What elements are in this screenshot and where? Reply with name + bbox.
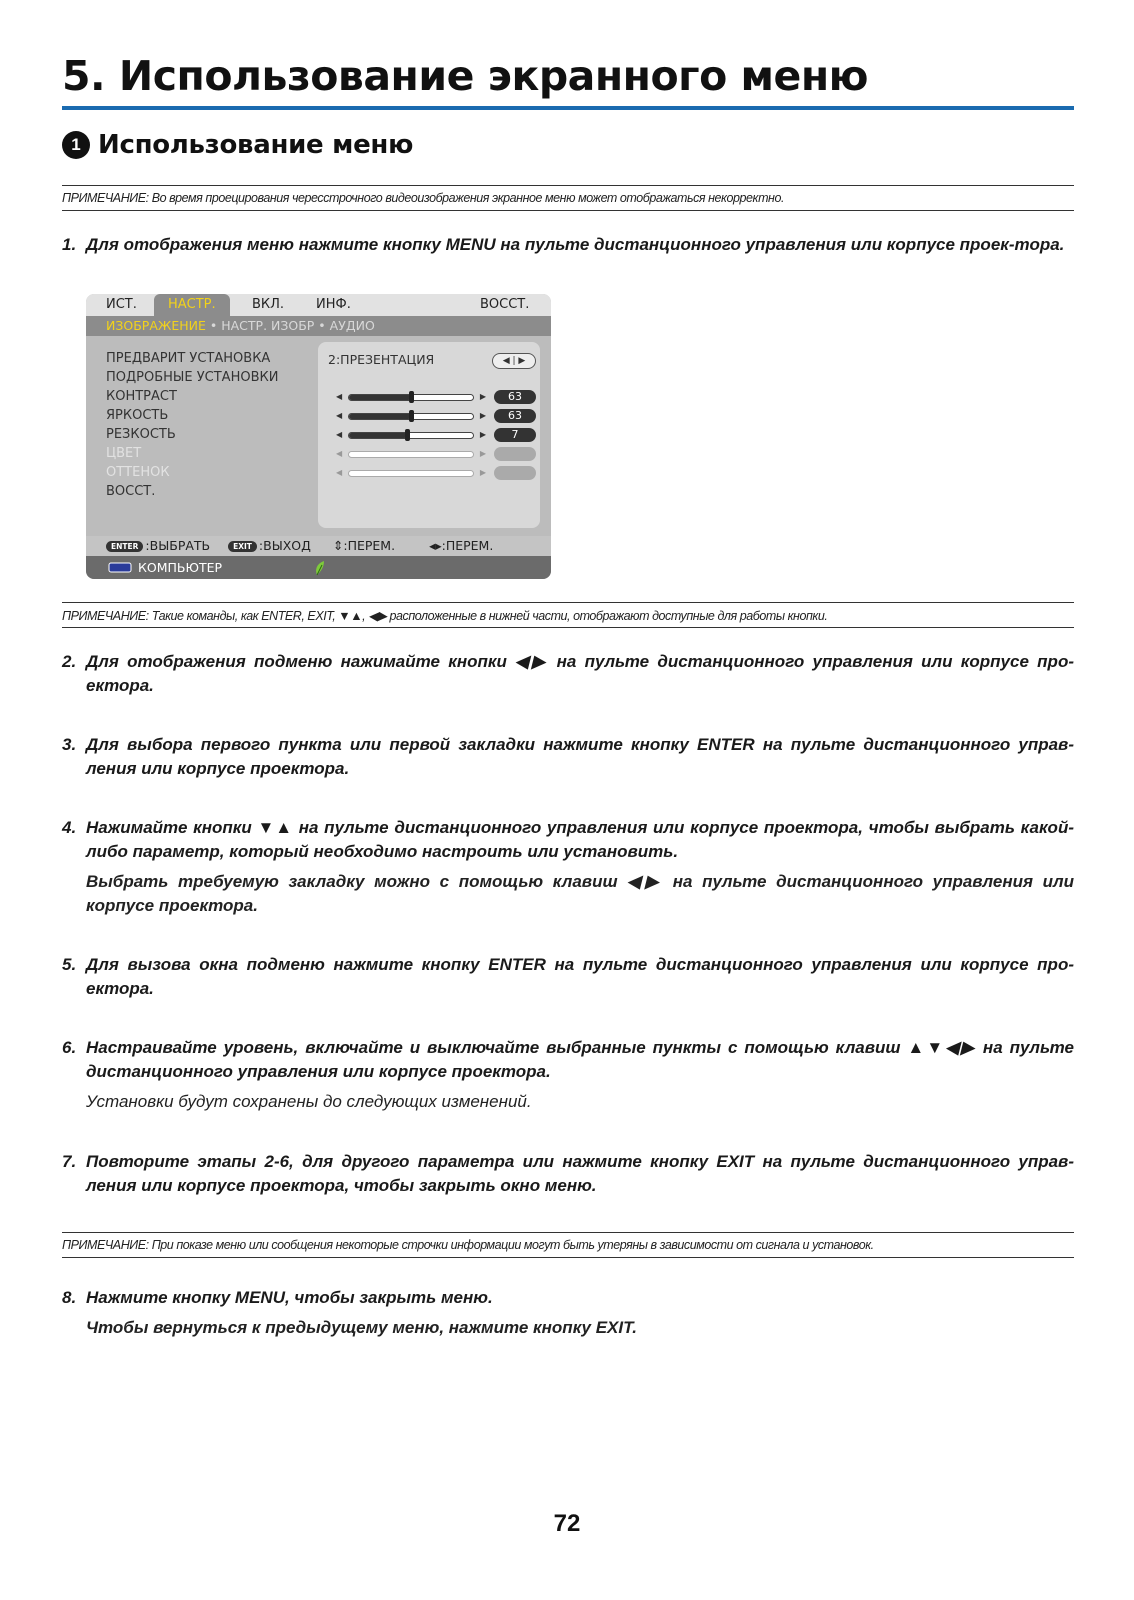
step-2 <box>62 650 1074 698</box>
slider-left-arrow-icon: ◀ <box>336 468 343 477</box>
slider-track <box>348 470 474 477</box>
step-number: 5. <box>62 955 77 974</box>
step-text: Для отображения меню нажмите кнопку MENU на пульте дистанционного управления или корпусе проек-тора. <box>86 235 1065 254</box>
note-1: ПРИМЕЧАНИЕ: Во время проецирования чересстрочного видеоизображения экранное меню может отображаться некорректно. <box>62 185 1074 211</box>
slider-color <box>336 447 486 461</box>
tab-source[interactable]: ИСТ. <box>106 297 137 312</box>
source-name: КОМПЬЮТЕР <box>138 560 223 575</box>
slider-fill <box>349 433 407 438</box>
osd-item-brightness[interactable]: ЯРКОСТЬ <box>106 408 169 423</box>
section-number: 1 <box>62 131 90 159</box>
section-title: Использование меню <box>98 130 414 160</box>
slider-track <box>348 413 474 420</box>
note-2: ПРИМЕЧАНИЕ: Такие команды, как ENTER, EXIT, ▼▲, ◀▶ расположенные в нижней части, отображают доступные для работы кнопки. <box>62 602 1074 628</box>
step-3 <box>62 733 1074 781</box>
osd-item-advanced[interactable]: ПОДРОБНЫЕ УСТАНОВКИ <box>106 370 279 385</box>
slider-brightness[interactable] <box>336 409 486 423</box>
osd-item-reset[interactable]: ВОССТ. <box>106 484 156 499</box>
tab-on[interactable]: ВКЛ. <box>252 297 285 312</box>
slider-value-sharpness: 7 <box>494 428 536 442</box>
enter-hint-text: :ВЫБРАТЬ <box>145 538 211 553</box>
osd-status-bar <box>86 556 551 579</box>
preset-value: 2:ПРЕЗЕНТАЦИЯ <box>328 352 435 367</box>
step-number: 8. <box>62 1288 77 1307</box>
slider-right-arrow-icon: ▶ <box>479 468 486 477</box>
updown-hint: ⇕:ПЕРЕМ. <box>332 538 396 553</box>
slider-knob[interactable] <box>409 391 414 403</box>
slider-fill <box>349 414 411 419</box>
slider-right-arrow-icon: ▶ <box>479 449 486 458</box>
step-5 <box>62 953 1074 1001</box>
exit-key-icon: EXIT <box>228 541 257 552</box>
osd-item-sharpness[interactable]: РЕЗКОСТЬ <box>106 427 176 442</box>
step-number: 2. <box>62 652 77 671</box>
osd-help-bar <box>86 536 551 556</box>
step-6 <box>62 1036 1074 1084</box>
osd-item-preset[interactable]: ПРЕДВАРИТ УСТАНОВКА <box>106 351 271 366</box>
slider-right-arrow-icon: ▶ <box>479 392 486 401</box>
step-number: 6. <box>62 1038 77 1057</box>
page-number: 72 <box>553 1510 581 1537</box>
slider-value-brightness: 63 <box>494 409 536 423</box>
step-text: Повторите этапы 2-6, для другого параметра или нажмите кнопку EXIT на пульте дистанционного управ-ления или корпусе проектора, чтобы закрыть окно меню. <box>86 1152 1074 1195</box>
slider-hue <box>336 466 486 480</box>
slider-sharpness[interactable] <box>336 428 486 442</box>
step-4-sub: Выбрать требуемую закладку можно с помощью клавиш ◀▶ на пульте дистанционного управления или корпусе проектора. <box>86 872 1074 915</box>
exit-hint <box>228 538 315 553</box>
step-6-sub: Установки будут сохранены до следующих изменений. <box>86 1092 532 1111</box>
step-1 <box>62 233 1074 257</box>
slider-knob[interactable] <box>409 410 414 422</box>
step-text: Настраивайте уровень, включайте и выключайте выбранные пункты с помощью клавиш ▲▼◀▶ на пульте дистанционного управления или корпусе проектора. <box>86 1038 1074 1081</box>
slider-left-arrow-icon: ◀ <box>336 392 343 401</box>
step-4 <box>62 816 1074 864</box>
slider-track <box>348 394 474 401</box>
step-number: 3. <box>62 735 77 754</box>
osd-item-hue: ОТТЕНОК <box>106 465 170 480</box>
slider-left-arrow-icon: ◀ <box>336 430 343 439</box>
osd-tab-bar <box>86 294 551 316</box>
enter-hint <box>106 538 214 553</box>
leftright-hint: ◂▸:ПЕРЕМ. <box>429 538 494 553</box>
slider-knob[interactable] <box>405 429 410 441</box>
exit-hint-text: :ВЫХОД <box>258 538 311 553</box>
enter-key-icon: ENTER <box>106 541 143 552</box>
left-right-icon: ◀ | ▶ <box>492 353 536 369</box>
step-text: Нажимайте кнопки ▼▲ на пульте дистанционного управления или корпусе проектора, чтобы выбрать какой-либо параметр, который необходимо настроить или установить. <box>86 818 1074 861</box>
subtab-picture[interactable]: ИЗОБРАЖЕНИЕ <box>106 318 206 333</box>
slider-value-hue <box>494 466 536 480</box>
tab-reset[interactable]: ВОССТ. <box>480 297 530 312</box>
step-text: Для отображения подменю нажимайте кнопки ◀▶ на пульте дистанционного управления или корпусе про-ектора. <box>86 652 1074 695</box>
step-8 <box>62 1286 1074 1310</box>
step-text: Нажмите кнопку MENU, чтобы закрыть меню. <box>86 1288 493 1307</box>
step-number: 4. <box>62 818 77 837</box>
slider-track <box>348 451 474 458</box>
slider-contrast[interactable] <box>336 390 486 404</box>
slider-track <box>348 432 474 439</box>
slider-value-color <box>494 447 536 461</box>
step-text: Для выбора первого пункта или первой закладки нажмите кнопку ENTER на пульте дистанционного управ-ления или корпусе проектора. <box>86 735 1074 778</box>
slider-left-arrow-icon: ◀ <box>336 411 343 420</box>
subtab-rest[interactable]: • НАСТР. ИЗОБР • АУДИО <box>209 318 375 333</box>
step-number: 1. <box>62 235 77 254</box>
note-3: ПРИМЕЧАНИЕ: При показе меню или сообщения некоторые строчки информации могут быть утеряны в зависимости от сигнала и установок. <box>62 1232 1074 1258</box>
slider-value-contrast: 63 <box>494 390 536 404</box>
step-number: 7. <box>62 1152 77 1171</box>
step-7 <box>62 1150 1074 1198</box>
leaf-icon <box>314 560 326 576</box>
slider-fill <box>349 395 411 400</box>
osd-menu <box>86 294 551 579</box>
slider-right-arrow-icon: ▶ <box>479 430 486 439</box>
slider-right-arrow-icon: ▶ <box>479 411 486 420</box>
osd-item-contrast[interactable]: КОНТРАСТ <box>106 389 177 404</box>
tab-info[interactable]: ИНФ. <box>316 297 351 312</box>
title-rule <box>62 106 1074 110</box>
osd-subtab-bar <box>86 316 551 336</box>
slider-left-arrow-icon: ◀ <box>336 449 343 458</box>
page-title: 5. Использование экранного меню <box>62 52 869 100</box>
tab-setup[interactable]: НАСТР. <box>154 294 230 316</box>
section-heading <box>62 130 413 160</box>
step-text: Для вызова окна подменю нажмите кнопку ENTER на пульте дистанционного управления или корпусе про-ектора. <box>86 955 1074 998</box>
step-8-sub: Чтобы вернуться к предыдущему меню, нажмите кнопку EXIT. <box>86 1318 637 1337</box>
computer-icon <box>108 562 132 573</box>
osd-item-color: ЦВЕТ <box>106 446 142 461</box>
